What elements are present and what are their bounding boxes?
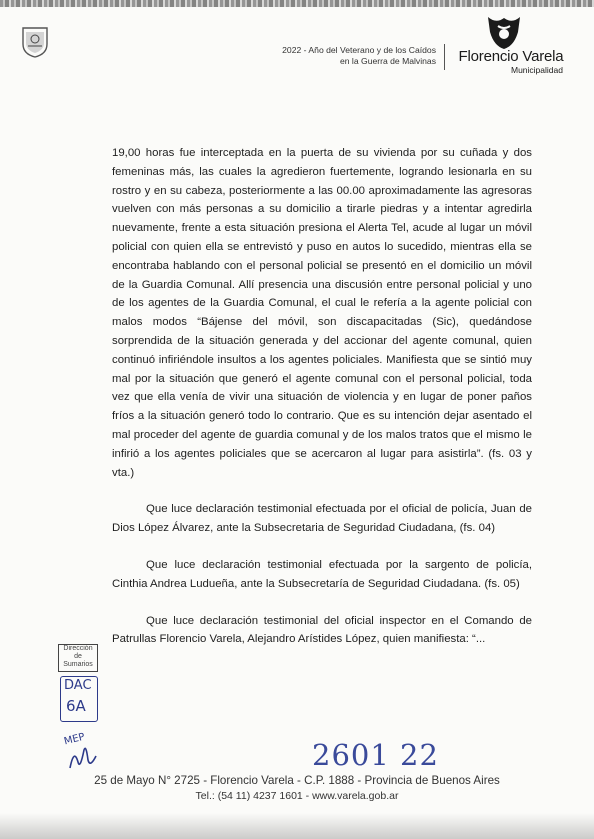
paragraph-4: Que luce declaración testimonial del oficial inspector en el Comando de Patrullas Florencio Varela, Alejandro Arístides López, quien manifiesta: “... [112,614,532,646]
handwritten-signature-icon [66,742,100,772]
municipality-logo-icon [484,14,524,50]
motto-line-2: en la Guerra de Malvinas [339,56,436,66]
handwritten-initials-3: MEP [62,731,87,748]
scan-top-edge [0,0,594,7]
handwritten-initials-1: DAC [64,678,92,693]
office-stamp: Dirección de Sumarios [58,644,98,672]
coat-of-arms-icon [20,24,50,58]
brand-name: Florencio Varela [458,48,564,65]
motto-line-1: 2022 - Año del Veterano y de los Caídos [282,45,436,55]
header-divider [444,44,445,70]
brand-subtitle: Municipalidad [511,65,563,75]
paragraph-1: 19,00 horas fue interceptada en la puerta de su vivienda por su cuñada y dos femeninas más, las cuales la agredieron fuertemente, logrando lesionarla en su rostro y en su cabeza, posteriormente a las 00.00 aproximadamente las agresoras vuelven con más personas a su domicilio a tirarle piedras y a intentar agredirla nuevamente, frente a esta situación presiona el Alerta Tel, acude al lugar un móvil policial con quien ella se entrevistó y puso en autos lo sucedido, mientras ella se encontraba hablando con el personal policial se presentó en el domicilio un móvil de la Guardia Comunal. Allí presencia una discusión entre personal policial y uno de los agentes de la Guardia Comunal, el cual le refería a la agente policial con malos modos “Bájense del móvil, son discapacitadas (Sic), quedándose sorprendida de la situación generada y del accionar del agente comunal, quien continuó infiriéndole insultos a los agentes policiales. Manifiesta que se sintió muy mal por la situación que generó el agente comunal con el personal policial, toda vez que ella venía de vivir una situación de violencia y en lugar de poner paños fríos a la situación generó todo lo contrario. Que es su intención dejar asentado el mal proceder del agente de guardia comunal y de los malos tratos que el mismo le infirió a los agentes policiales que se acercaron al lugar para asistirla”. (fs. 03 y vta.) [112,147,532,479]
document-body [112,144,532,649]
paragraph-2: Que luce declaración testimonial efectuada por el oficial de policía, Juan de Dios López Álvarez, ante la Subsecretaria de Seguridad Ciudadana, (fs. 04) [112,503,532,535]
scan-bottom-edge [0,813,594,839]
footer-contact: Tel.: (54 11) 4237 1601 - www.varela.gob.ar [195,790,399,802]
header-motto [206,45,436,67]
footer-address: 25 de Mayo N° 2725 - Florencio Varela - C.P. 1888 - Provincia de Buenos Aires [94,774,500,787]
stamp-number: 2601 22 [312,738,439,772]
handwritten-initials-2: 6A [66,697,86,715]
paragraph-3: Que luce declaración testimonial efectuada por la sargento de policía, Cinthia Andrea Ludueña, ante la Subsecretaría de Seguridad Ciudadana. (fs. 05) [112,558,532,590]
